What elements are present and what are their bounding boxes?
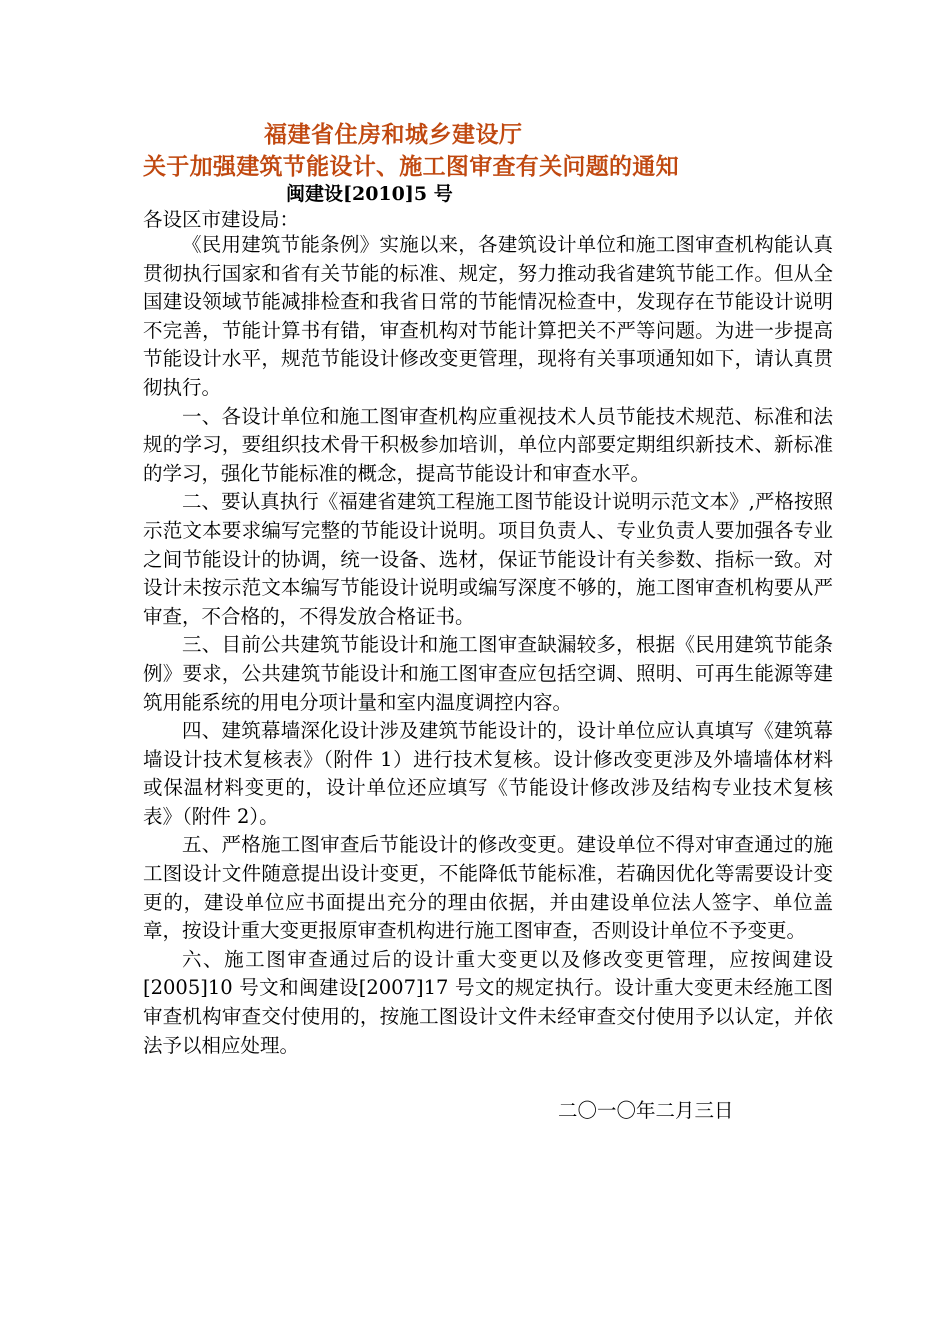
paragraph-item-3: 三、目前公共建筑节能设计和施工图审查缺漏较多，根据《民用建筑节能条例》要求，公共建筑节能设计和施工图审查应包括空调、照明、可再生能源等建筑用能系统的用电分项计量和室内温度调控内容。: [143, 633, 833, 714]
paragraph-item-1: 一、各设计单位和施工图审查机构应重视技术人员节能技术规范、标准和法规的学习，要组织技术骨干积极参加培训，单位内部要定期组织新技术、新标准的学习，强化节能标准的概念，提高节能设计和审查水平。: [143, 404, 833, 485]
paragraph-item-5: 五、严格施工图审查后节能设计的修改变更。建设单位不得对审查通过的施工图设计文件随意提出设计变更，不能降低节能标准，若确因优化等需要设计变更的，建设单位应书面提出充分的理由依据，并由建设单位法人签字、单位盖章，按设计重大变更报原审查机构进行施工图审查，否则设计单位不予变更。: [143, 833, 833, 943]
notice-body: [143, 231, 833, 1060]
paragraph-item-4: 四、建筑幕墙深化设计涉及建筑节能设计的，设计单位应认真填写《建筑幕墙设计技术复核表》（附件 1）进行技术复核。设计修改变更涉及外墙墙体材料或保温材料变更的，设计单位还应填写《节能设计修改涉及结构专业技术复核表》（附件 2）。: [143, 719, 833, 828]
document-number: 闽建设[2010]5 号: [286, 183, 453, 205]
notice-title: 关于加强建筑节能设计、施工图审查有关问题的通知: [143, 153, 679, 180]
issue-date: 二〇一〇年二月三日: [558, 1099, 734, 1122]
paragraph-item-6: 六、施工图审查通过后的设计重大变更以及修改变更管理，应按闽建设[2005]10 号文和闽建设[2007]17 号文的规定执行。设计重大变更未经施工图审查机构审查交付使用的，按施工图设计文件未经审查交付使用予以认定，并依法予以相应处理。: [143, 947, 833, 1057]
salutation: 各设区市建设局：: [143, 208, 300, 231]
issuing-organization: 福建省住房和城乡建设厅: [264, 121, 523, 148]
paragraph-item-2: 二、要认真执行《福建省建筑工程施工图节能设计说明示范文本》,严格按照示范文本要求编写完整的节能设计说明。项目负责人、专业负责人要加强各专业之间节能设计的协调，统一设备、选材，保证节能设计有关参数、指标一致。对设计未按示范文本编写节能设计说明或编写深度不够的，施工图审查机构要从严审查，不合格的，不得发放合格证书。: [143, 490, 833, 628]
paragraph-intro: 《民用建筑节能条例》实施以来，各建筑设计单位和施工图审查机构能认真贯彻执行国家和省有关节能的标准、规定，努力推动我省建筑节能工作。但从全国建设领域节能减排检查和我省日常的节能情况检查中，发现存在节能设计说明不完善，节能计算书有错，审查机构对节能计算把关不严等问题。为进一步提高节能设计水平，规范节能设计修改变更管理，现将有关事项通知如下，请认真贯彻执行。: [143, 233, 833, 399]
